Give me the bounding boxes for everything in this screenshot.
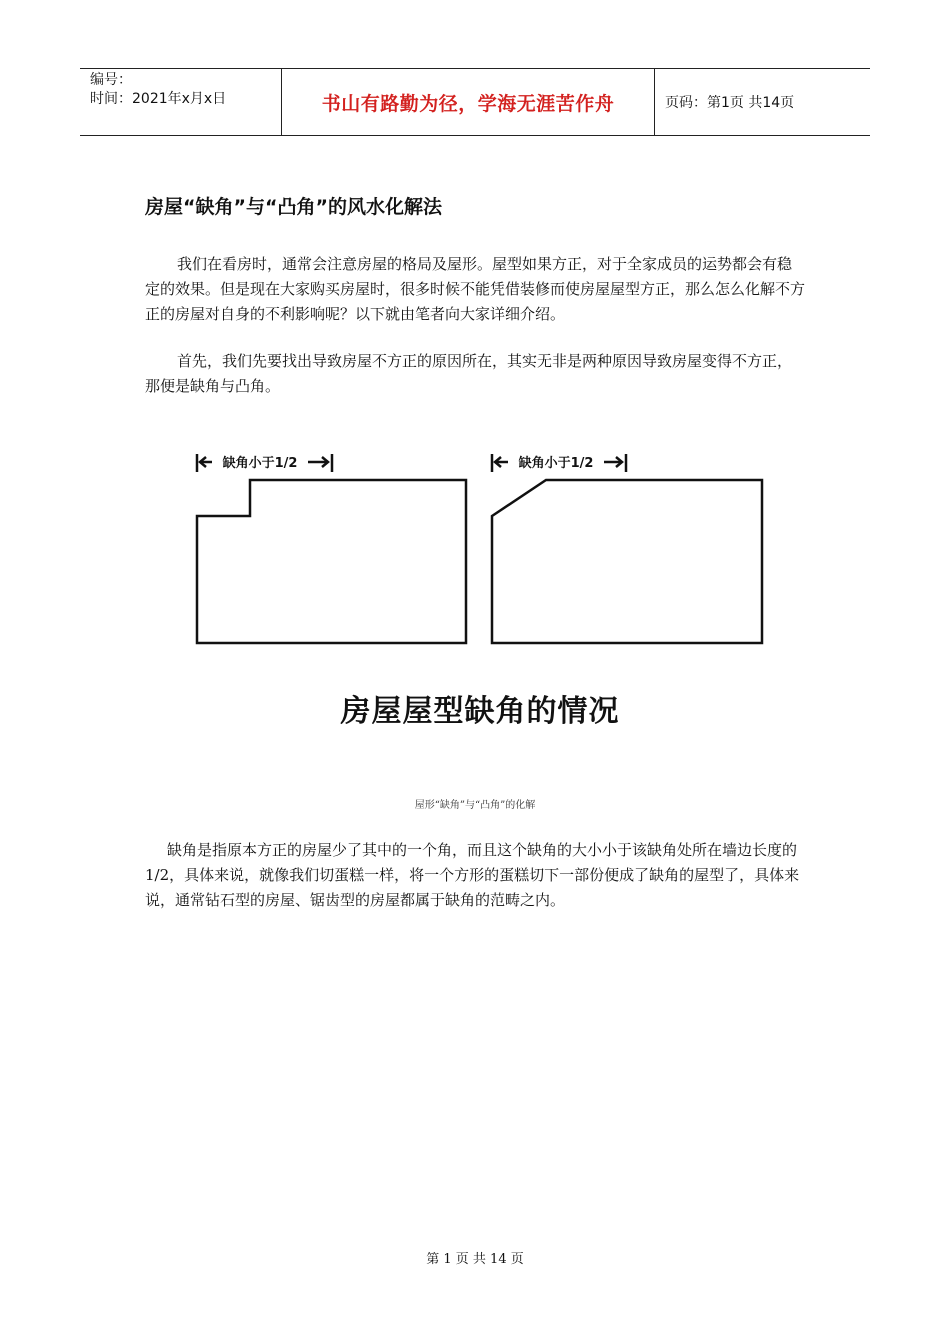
- page-footer: 第 1 页 共 14 页: [426, 1252, 524, 1267]
- header-table: [80, 68, 870, 136]
- article-title: 房屋“缺角”与“凸角”的风水化解法: [145, 196, 442, 218]
- right-measure-label: 缺角小于1/2: [518, 456, 594, 471]
- left-measure-label: 缺角小于1/2: [222, 456, 298, 471]
- paragraph-2: 首先，我们先要找出导致房屋不方正的原因所在，其实无非是两种原因导致房屋变得不方正，那便是缺角与凸角。: [145, 352, 793, 395]
- figure-caption-small: 屋形“缺角”与“凸角”的化解: [414, 800, 536, 811]
- right-house-shape: [492, 454, 762, 643]
- header-page-info: 页码：第1页 共14页: [665, 95, 795, 111]
- left-house-shape: [197, 454, 466, 643]
- time-label: 时间：2021年x月x日: [90, 91, 227, 107]
- header-motto: 书山有路勤为径，学海无涯苦作舟: [282, 69, 655, 135]
- header-meta: [80, 69, 282, 135]
- figure-caption-big: 房屋屋型缺角的情况: [340, 694, 620, 729]
- paragraph-1: 我们在看房时，通常会注意房屋的格局及屋形。屋型如果方正，对于全家成员的运势都会有稳定的效果。但是现在大家购买房屋时，很多时候不能凭借装修而使房屋屋型方正，那么怎么化解不方正的房屋对自身的不利影响呢？以下就由笔者向大家详细介绍。: [145, 255, 806, 323]
- paragraph-3: 缺角是指原本方正的房屋少了其中的一个角，而且这个缺角的大小小于该缺角处所在墙边长度的1/2，具体来说，就像我们切蛋糕一样，将一个方形的蛋糕切下一部份便成了缺角的屋型了，具体来说，通常钻石型的房屋、锯齿型的房屋都属于缺角的范畴之内。: [145, 841, 800, 909]
- number-label: 编号：: [90, 72, 132, 88]
